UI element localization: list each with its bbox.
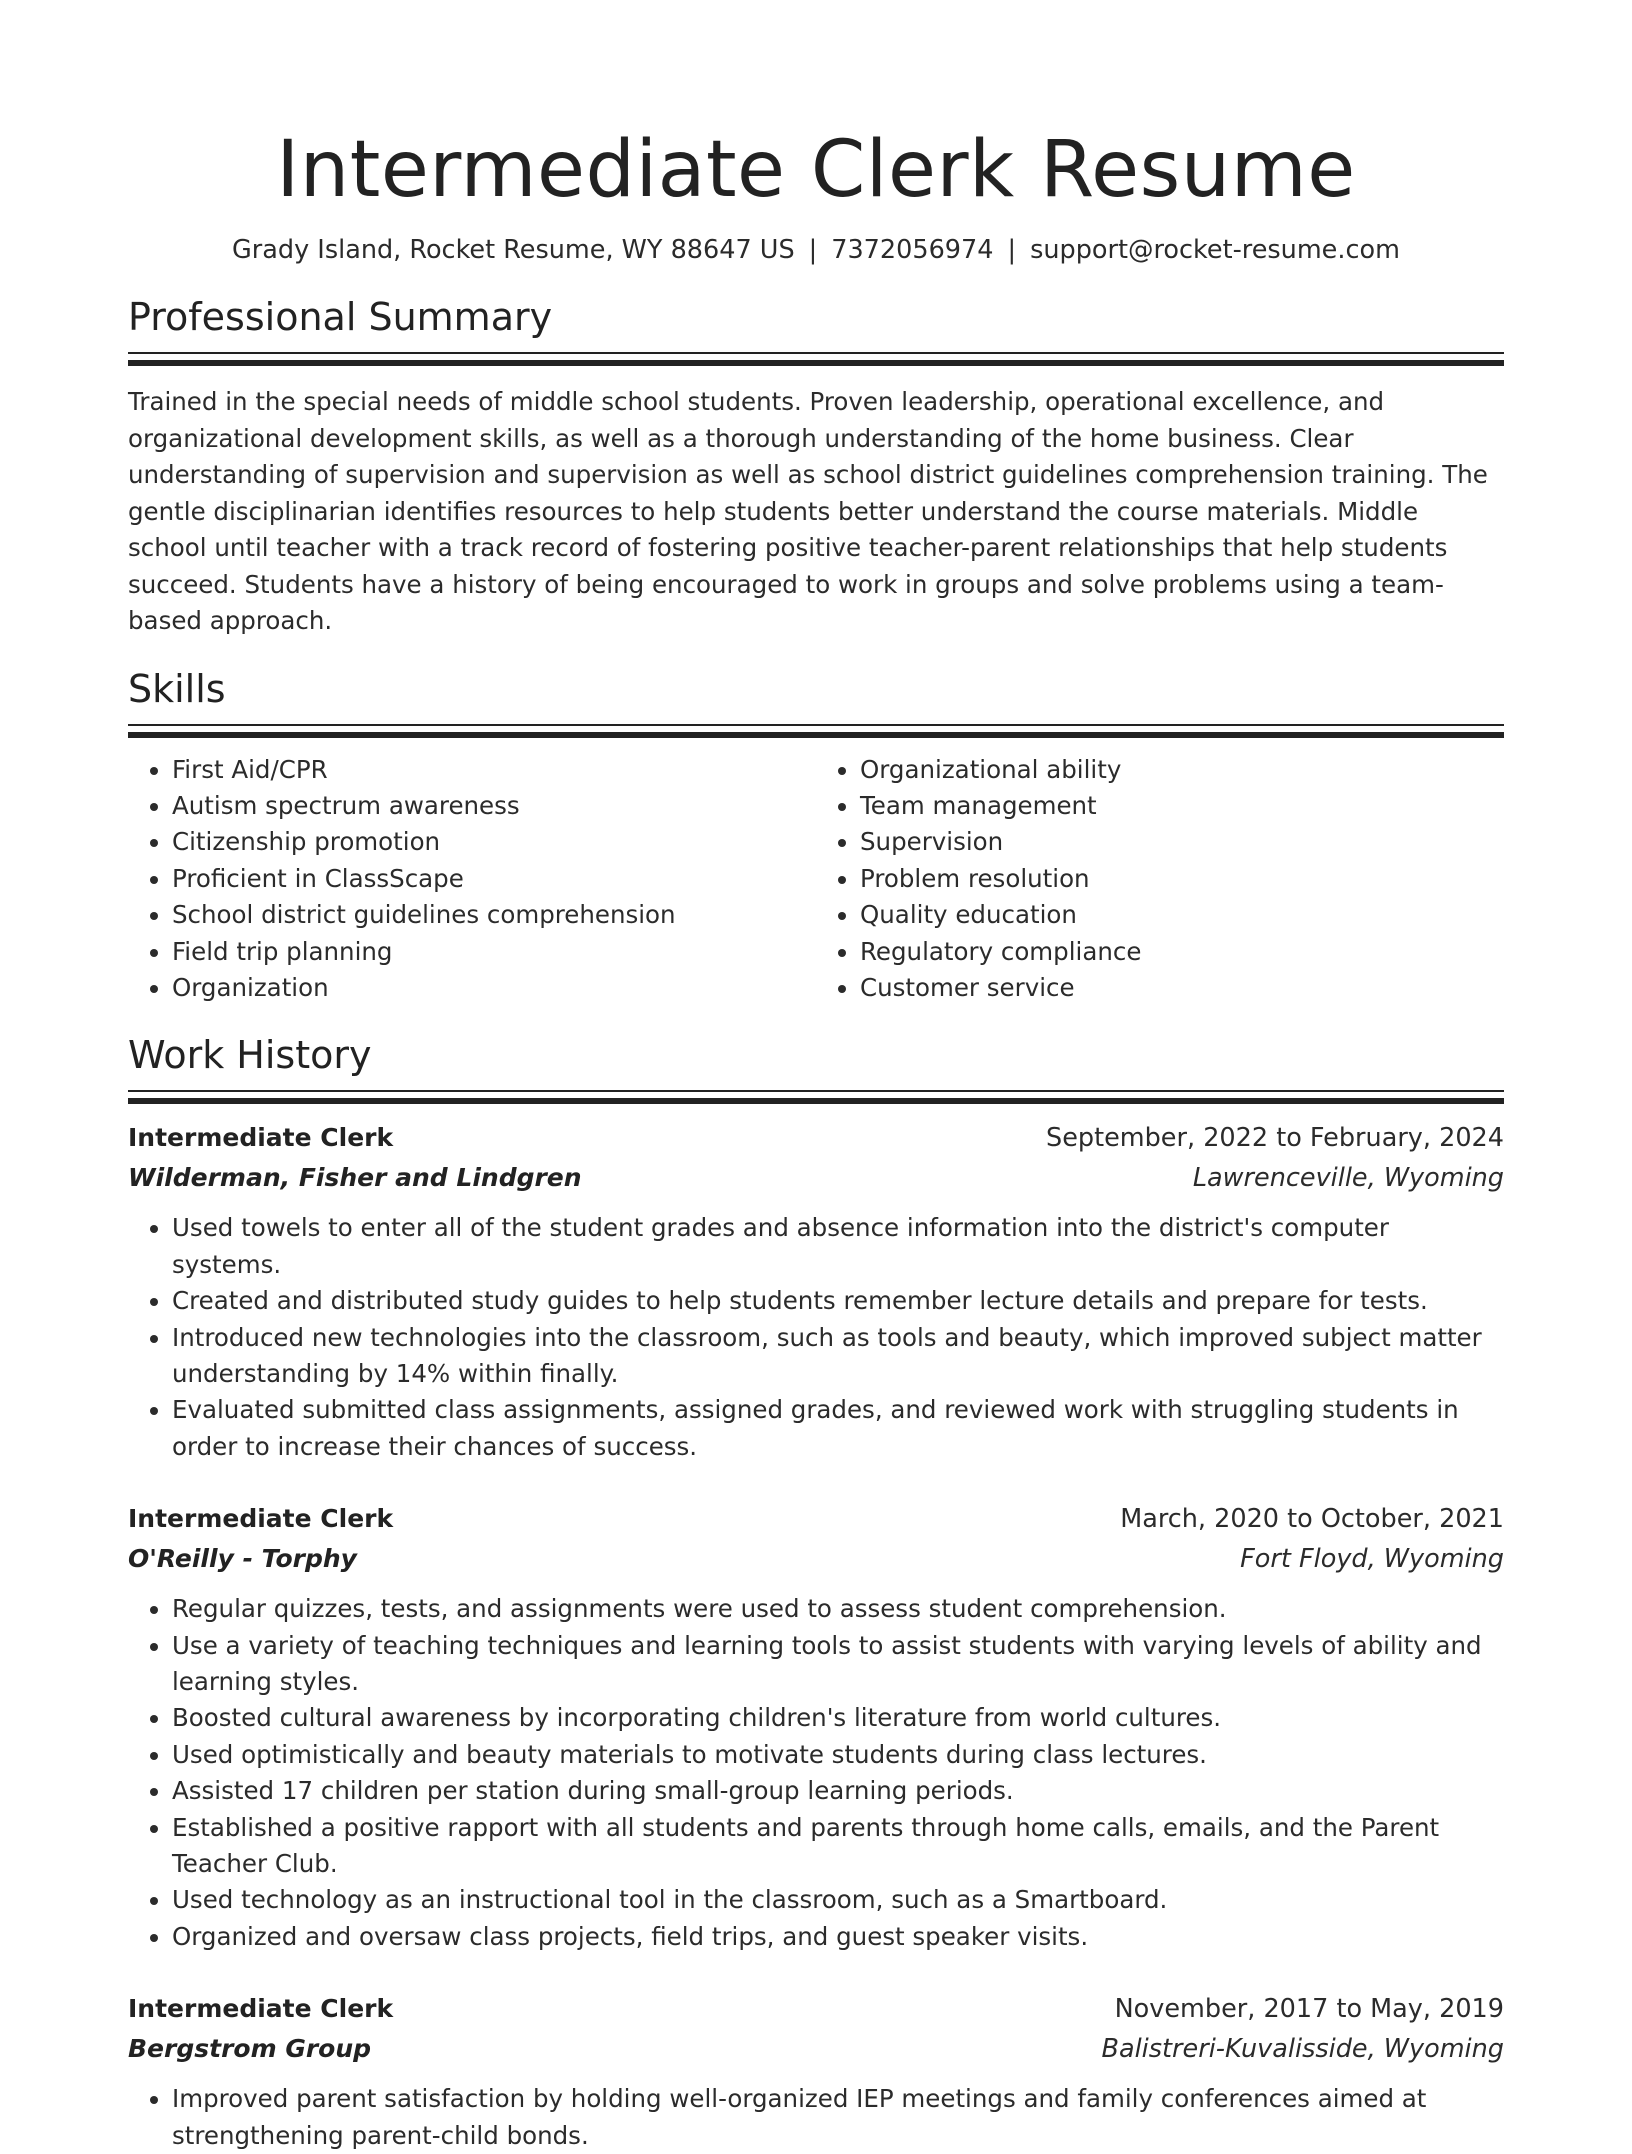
- work-history-heading: Work History: [128, 1033, 372, 1078]
- job-entry: [128, 1118, 1504, 1465]
- duty-item: • Use a variety of teaching techniques and learning tools to assist students with varying levels of ability and learning styles.: [172, 1628, 1504, 1701]
- job-location: Fort Floyd, Wyoming: [1240, 1544, 1504, 1575]
- summary-heading: Professional Summary: [128, 295, 553, 339]
- skill-item: • Problem resolution: [860, 861, 1504, 897]
- job-company: Wilderman, Fisher and Lindgren: [128, 1163, 582, 1193]
- job-duties: [128, 1210, 1504, 1465]
- duty-item: • Organized and oversaw class projects, field trips, and guest speaker visits.: [172, 1919, 1504, 1955]
- contact-email: support@rocket-resume.com: [1030, 235, 1400, 265]
- duty-item: • Assisted 17 children per station during small-group learning periods.: [172, 1773, 1504, 1809]
- job-dates: March, 2020 to October, 2021: [1120, 1504, 1504, 1535]
- contact-phone: 7372056974: [831, 235, 994, 265]
- job-company: Bergstrom Group: [128, 2034, 372, 2064]
- duty-item: • Regular quizzes, tests, and assignments were used to assess student comprehension.: [172, 1591, 1504, 1627]
- job-entry: [128, 1499, 1504, 1955]
- skill-item: • Regulatory compliance: [860, 934, 1504, 970]
- skill-item: • First Aid/CPR: [172, 752, 816, 788]
- duty-item: • Used towels to enter all of the student grades and absence information into the district's computer systems.: [172, 1210, 1504, 1283]
- section-divider: [128, 724, 1504, 738]
- job-subheader: [128, 1158, 1504, 1198]
- skill-item: • Field trip planning: [172, 934, 816, 970]
- skills-list-right: [816, 752, 1504, 1007]
- duty-item: • Boosted cultural awareness by incorporating children's literature from world cultures.: [172, 1700, 1504, 1736]
- skill-item: • Team management: [860, 788, 1504, 824]
- skills-list-left: [128, 752, 816, 1007]
- skill-item: • Autism spectrum awareness: [172, 788, 816, 824]
- contact-address: Grady Island, Rocket Resume, WY 88647 US: [232, 235, 795, 265]
- resume-title: Intermediate Clerk Resume: [276, 125, 1356, 215]
- duty-item: • Evaluated submitted class assignments, assigned grades, and reviewed work with struggling students in order to increase their chances of success.: [172, 1392, 1504, 1465]
- job-title: Intermediate Clerk: [128, 1504, 394, 1534]
- section-divider: [128, 1090, 1504, 1104]
- skill-item: • Citizenship promotion: [172, 824, 816, 860]
- job-header: [128, 1118, 1504, 1158]
- contact-separator: |: [1007, 235, 1017, 265]
- skills-heading: Skills: [128, 666, 226, 711]
- duty-item: • Introduced new technologies into the classroom, such as tools and beauty, which improved subject matter understanding by 14% within finally.: [172, 1320, 1504, 1393]
- skill-item: • Supervision: [860, 824, 1504, 860]
- job-location: Lawrenceville, Wyoming: [1192, 1163, 1504, 1194]
- resume-page: [128, 0, 1504, 2154]
- job-title: Intermediate Clerk: [128, 1123, 394, 1153]
- skill-item: • Proficient in ClassScape: [172, 861, 816, 897]
- job-dates: September, 2022 to February, 2024: [1046, 1123, 1504, 1154]
- job-subheader: [128, 1539, 1504, 1579]
- duty-item: • Used technology as an instructional tool in the classroom, such as a Smartboard.: [172, 1882, 1504, 1918]
- contact-line: [128, 232, 1504, 268]
- skill-item: • Quality education: [860, 897, 1504, 933]
- duty-item: • Used optimistically and beauty materials to motivate students during class lectures.: [172, 1737, 1504, 1773]
- job-header: [128, 1989, 1504, 2029]
- job-location: Balistreri-Kuvalisside, Wyoming: [1101, 2034, 1504, 2065]
- summary-text: Trained in the special needs of middle school students. Proven leadership, operational excellence, and organizational development skills, as well as a thorough understanding of the home business. Clear understanding of supervision and supervision as well as school district guidelines comprehension training. The gentle disciplinarian identifies resources to help students better understand the course materials. Middle school until teacher with a track record of fostering positive teacher-parent relationships that help students succeed. Students have a history of being encouraged to work in groups and solve problems using a team-based approach.: [128, 387, 1488, 635]
- job-entry: [128, 1989, 1504, 2154]
- skill-item: • Customer service: [860, 970, 1504, 1006]
- skills-grid: [128, 752, 1504, 1007]
- section-divider: [128, 352, 1504, 366]
- duty-item: • Created and distributed study guides to help students remember lecture details and prepare for tests.: [172, 1283, 1504, 1319]
- job-subheader: [128, 2029, 1504, 2069]
- duty-item: • Improved parent satisfaction by holding well-organized IEP meetings and family conferences aimed at strengthening parent-child bonds.: [172, 2081, 1504, 2154]
- job-header: [128, 1499, 1504, 1539]
- skill-item: • School district guidelines comprehension: [172, 897, 816, 933]
- job-title: Intermediate Clerk: [128, 1994, 394, 2024]
- duty-item: • Established a positive rapport with all students and parents through home calls, emails, and the Parent Teacher Club.: [172, 1810, 1504, 1883]
- job-duties: [128, 2081, 1504, 2154]
- skill-item: • Organization: [172, 970, 816, 1006]
- job-dates: November, 2017 to May, 2019: [1114, 1994, 1504, 2025]
- job-company: O'Reilly - Torphy: [128, 1544, 357, 1574]
- job-duties: [128, 1591, 1504, 1955]
- contact-separator: |: [808, 235, 818, 265]
- skill-item: • Organizational ability: [860, 752, 1504, 788]
